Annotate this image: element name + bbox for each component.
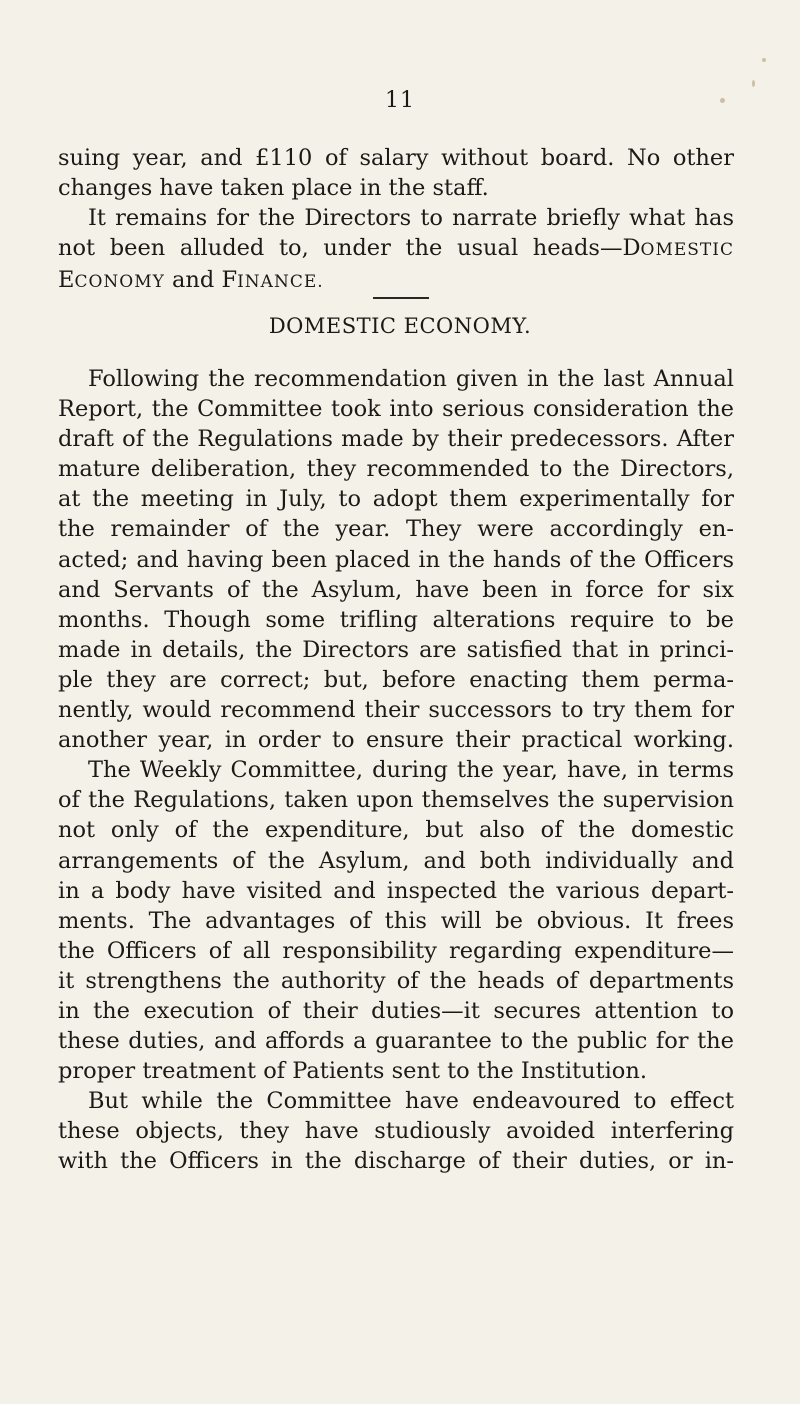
- text-line: ments. The advantages of this will be obvious. It frees: [58, 907, 734, 934]
- paper-speck: [720, 98, 725, 103]
- text-line: at the meeting in July, to adopt them experimentally for: [58, 486, 734, 513]
- text-line: of the Regulations, taken upon themselves the supervision: [58, 787, 734, 814]
- text-line: with the Officers in the discharge of their duties, or in-: [58, 1148, 734, 1175]
- text-line: these duties, and affords a guarantee to the public for the: [58, 1028, 734, 1055]
- text-line: ple they are correct; but, before enacting them perma-: [58, 666, 734, 693]
- section-divider: [373, 297, 429, 299]
- smallcaps-economy: ECONOMY: [58, 267, 165, 294]
- body-paragraphs: [58, 364, 734, 1177]
- text-line: these objects, they have studiously avoided interfering: [58, 1118, 734, 1145]
- paper-speck: [762, 58, 766, 62]
- text-line: But while the Committee have endeavoured to effect: [88, 1088, 734, 1115]
- text-line: proper treatment of Patients sent to the Institution.: [58, 1058, 647, 1085]
- text-line: in the execution of their duties—it secures attention to: [58, 997, 734, 1024]
- text-line: made in details, the Directors are satisfied that in princi-: [58, 636, 734, 663]
- text-line: The Weekly Committee, during the year, have, in terms: [88, 757, 734, 784]
- text-line: ECONOMY and FINANCE.: [58, 267, 324, 294]
- text-line: not been alluded to, under the usual heads—DOMESTIC: [58, 235, 734, 262]
- text-line: It remains for the Directors to narrate briefly what has: [88, 205, 734, 232]
- text-line: suing year, and £110 of salary without board. No other: [58, 145, 734, 171]
- text-line: and Servants of the Asylum, have been in force for six: [58, 576, 734, 603]
- text-line: another year, in order to ensure their practical working.: [58, 727, 734, 754]
- text-line: draft of the Regulations made by their predecessors. After: [58, 426, 734, 453]
- text-line: nently, would recommend their successors to try them for: [58, 697, 734, 724]
- text-line: it strengthens the authority of the heads of departments: [58, 967, 734, 994]
- text-line: months. Though some trifling alterations require to be: [58, 606, 734, 633]
- text-line: arrangements of the Asylum, and both individually and: [58, 847, 734, 874]
- text-line: in a body have visited and inspected the various depart-: [58, 877, 734, 904]
- paper-speck: [752, 80, 755, 87]
- smallcaps-finance: FINANCE.: [221, 267, 324, 294]
- text-line: Following the recommendation given in the last Annual: [88, 366, 734, 392]
- intro-paragraph: [58, 143, 734, 297]
- text-line: the remainder of the year. They were accordingly en-: [58, 516, 734, 543]
- section-heading: DOMESTIC ECONOMY.: [268, 314, 532, 338]
- text-line: Report, the Committee took into serious consideration the: [58, 396, 734, 423]
- text-line: mature deliberation, they recommended to the Directors,: [58, 456, 734, 483]
- page-number: 11: [385, 88, 415, 113]
- smallcaps-domestic: DOMESTIC: [622, 235, 734, 262]
- text-line: acted; and having been placed in the hands of the Officers: [58, 546, 734, 573]
- text-line: changes have taken place in the staff.: [58, 175, 489, 202]
- text-line: the Officers of all responsibility regarding expenditure—: [58, 937, 734, 964]
- text-line: not only of the expenditure, but also of the domestic: [58, 817, 734, 844]
